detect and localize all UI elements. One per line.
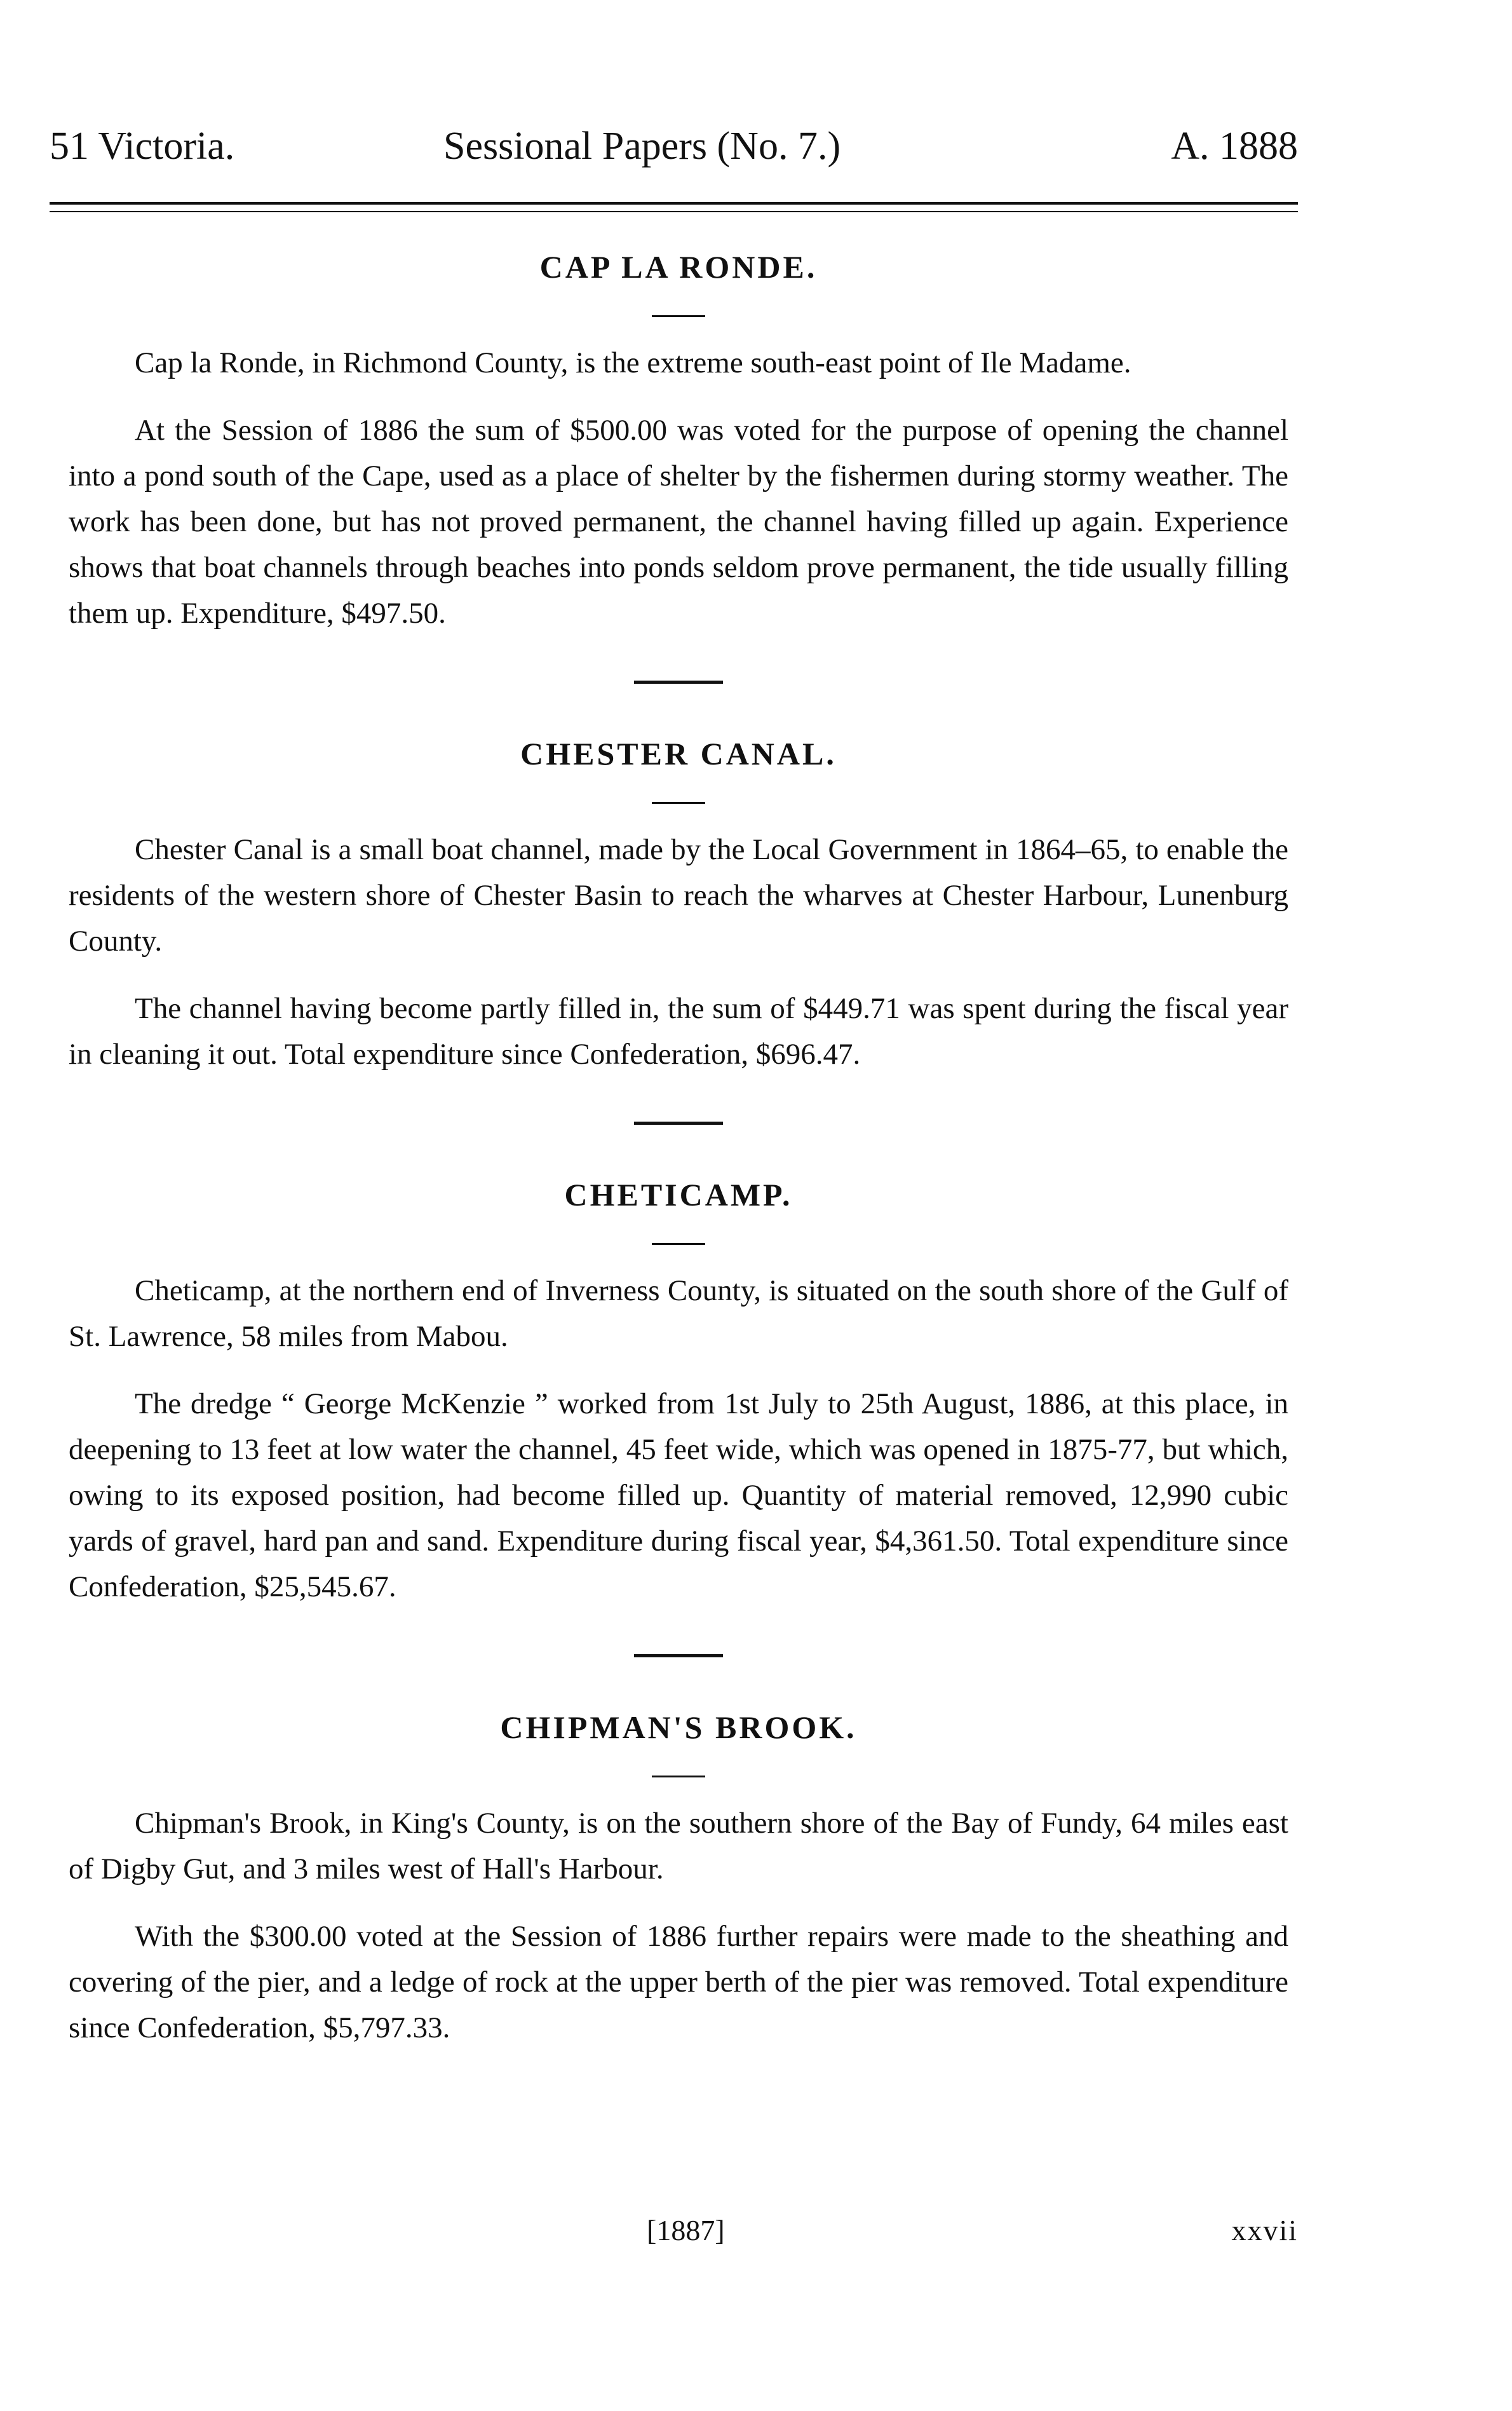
heading-rule bbox=[652, 1776, 705, 1777]
section-paragraph: Cheticamp, at the northern end of Inverness County, is situated on the south shore of the Gulf of St. Lawrence, 58 miles from Mabou. bbox=[69, 1274, 1288, 1353]
section-separator bbox=[634, 681, 723, 684]
section-chipmans-brook bbox=[69, 1702, 1288, 2051]
section-cheticamp bbox=[69, 1169, 1288, 1610]
heading-rule bbox=[652, 1243, 705, 1245]
section-chester-canal bbox=[69, 728, 1288, 1077]
section-paragraph: With the $300.00 voted at the Session of 1886 further repairs were made to the sheathing and covering of the pier, and a ledge of rock at the upper berth of the pier was removed. Total expenditure since Confederation, $5,797.33. bbox=[69, 1920, 1288, 2044]
section-heading: CAP LA RONDE. bbox=[539, 249, 818, 285]
section-paragraph: At the Session of 1886 the sum of $500.00 was voted for the purpose of opening the channel into a pond south of the Cape, used as a place of shelter by the fishermen during stormy weather. The work has been done, but has not proved permanent, the channel having filled up again. Experience shows that boat channels through beaches into ponds seldom prove permanent, the tide usually filling them up. Expenditure, $497.50. bbox=[69, 414, 1288, 630]
section-paragraph: Chester Canal is a small boat channel, made by the Local Government in 1864–65, to enable the residents of the western shore of Chester Basin to reach the wharves at Chester Harbour, Lunenburg County. bbox=[69, 833, 1288, 958]
section-paragraph: The channel having become partly filled in, the sum of $449.71 was spent during the fiscal year in cleaning it out. Total expenditure since Confederation, $696.47. bbox=[69, 992, 1288, 1071]
heading-rule bbox=[652, 802, 705, 804]
heading-rule bbox=[652, 315, 705, 317]
section-separator bbox=[634, 1654, 723, 1657]
section-heading: CHETICAMP. bbox=[564, 1177, 793, 1212]
header-title: Sessional Papers (No. 7.) bbox=[443, 125, 841, 168]
section-paragraph: Cap la Ronde, in Richmond County, is the extreme south-east point of Ile Madame. bbox=[135, 346, 1131, 379]
page-content bbox=[69, 241, 1288, 2051]
page-number: xxvii bbox=[1231, 2214, 1298, 2246]
running-header bbox=[50, 121, 1298, 172]
header-year: A. 1888 bbox=[1171, 125, 1298, 168]
footer-year: [1887] bbox=[647, 2214, 725, 2246]
header-volume: 51 Victoria. bbox=[50, 125, 235, 168]
section-cap-la-ronde bbox=[69, 241, 1288, 636]
section-heading: CHESTER CANAL. bbox=[520, 736, 837, 771]
page-footer bbox=[50, 2211, 1298, 2250]
header-rule-thick bbox=[50, 202, 1298, 205]
section-paragraph: The dredge “ George McKenzie ” worked from 1st July to 25th August, 1886, at this place, in deepening to 13 feet at low water the channel, 45 feet wide, which was opened in 1875-77, but which, owing to its exposed position, had become filled up. Quantity of material removed, 12,990 cubic yards of gravel, hard pan and sand. Expenditure during fiscal year, $4,361.50. Total expenditure since Confederation, $25,545.67. bbox=[69, 1387, 1288, 1603]
section-heading: CHIPMAN'S BROOK. bbox=[500, 1709, 857, 1745]
section-separator bbox=[634, 1122, 723, 1125]
section-paragraph: Chipman's Brook, in King's County, is on the southern shore of the Bay of Fundy, 64 miles east of Digby Gut, and 3 miles west of Hall's Harbour. bbox=[69, 1807, 1288, 1885]
header-rule-thin bbox=[50, 211, 1298, 212]
